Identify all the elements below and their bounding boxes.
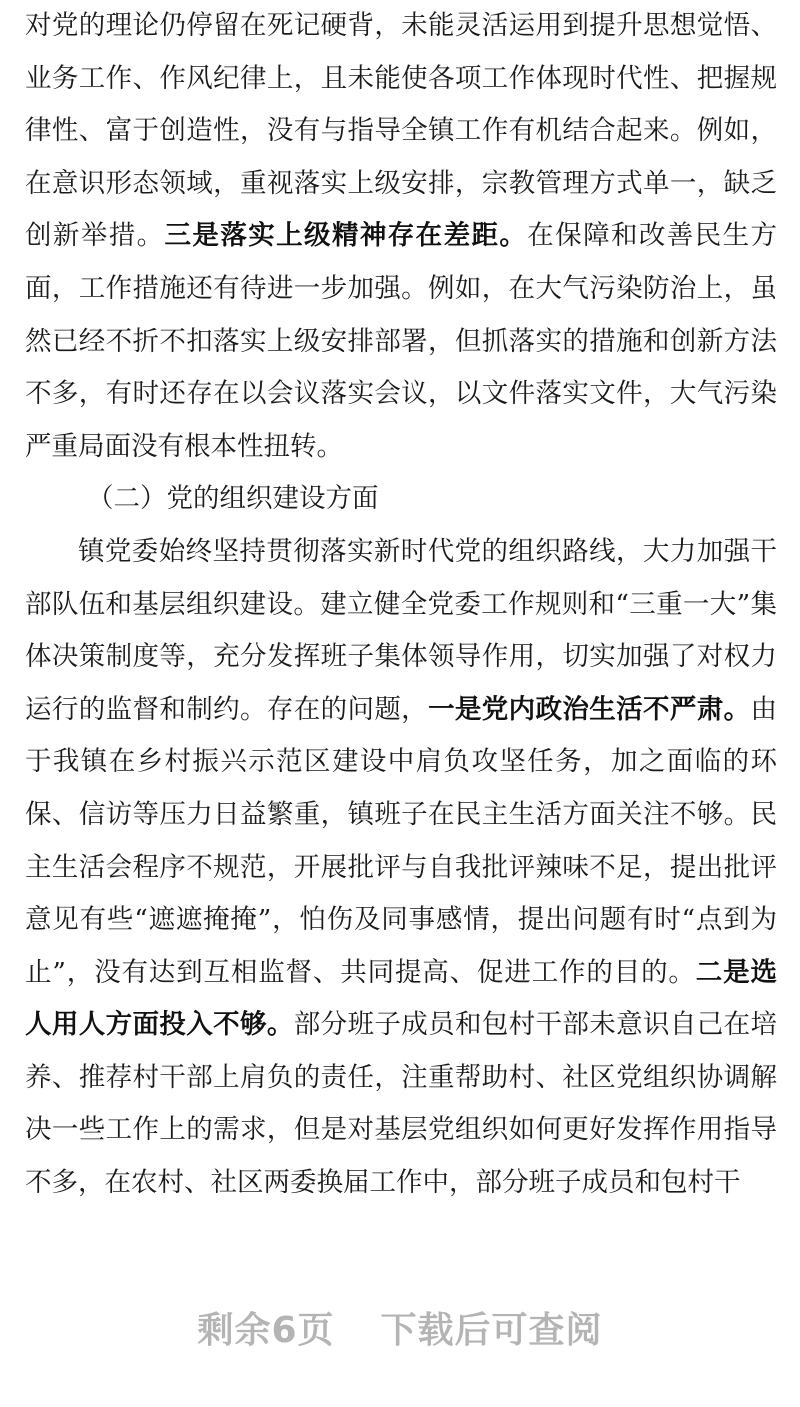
paragraph-text: 由于我镇在乡村振兴示范区建设中肩负攻坚任务，加之面临的环保、信访等压力日益繁重，镇班子在民主生活方面关注不够。民主生活会程序不规范，开展批评与自我批评辣味不足，提出批评意见有些“遮遮掩掩”，怕伤及同事感情，提出问题有时“点到为止”，没有达到互相监督、共同提高、促进工作的目的。	[25, 693, 778, 988]
paragraph-text: 部分班子成员和包村干部未意识自己在培养、推荐村干部上肩负的责任，注重帮助村、社区党组织协调解决一些工作上的需求，但是对基层党组织如何更好发挥作用指导不多，在农村、社区两委换届工作中，部分班子成员和包村干	[25, 1009, 778, 1199]
paragraph-continued	[25, 0, 777, 473]
download-to-view-label[interactable]: 下载后可查阅	[380, 1310, 603, 1351]
bold-point-two: 二是选人用人方面投入不够。	[25, 956, 777, 1041]
section-heading: （二）党的组织建设方面	[87, 483, 379, 515]
paragraph-organization	[25, 526, 777, 1210]
document-body	[25, 0, 777, 1210]
paragraph-text: 对党的理论仍停留在死记硬背，未能灵活运用到提升思想觉悟、业务工作、作风纪律上，且未能使各项工作体现时代性、把握规律性、富于创造性，没有与指导全镇工作有机结合起来。例如，在意识形态领域，重视落实上级安排，宗教管理方式单一，缺乏创新举措。	[25, 10, 777, 252]
bold-point-one: 一是党内政治生活不严肃。	[428, 693, 751, 725]
paragraph-text: 镇党委始终坚持贯彻落实新时代党的组织路线，大力加强干部队伍和基层组织建设。建立健全党委工作规则和“三重一大”集体决策制度等，充分发挥班子集体领导作用，切实加强了对权力运行的监督和制约。存在的问题，	[25, 535, 777, 725]
remaining-pages-label[interactable]: 剩余6页	[197, 1310, 335, 1351]
download-prompt[interactable]	[0, 1302, 800, 1353]
paragraph-text: 在保障和改善民生方面，工作措施还有待进一步加强。例如，在大气污染防治上，虽然已经不折不扣落实上级安排部署，但抓落实的措施和创新方法不多，有时还存在以会议落实会议，以文件落实文件，大气污染严重局面没有根本性扭转。	[25, 220, 778, 462]
bold-point-three: 三是落实上级精神存在差距。	[164, 220, 528, 252]
